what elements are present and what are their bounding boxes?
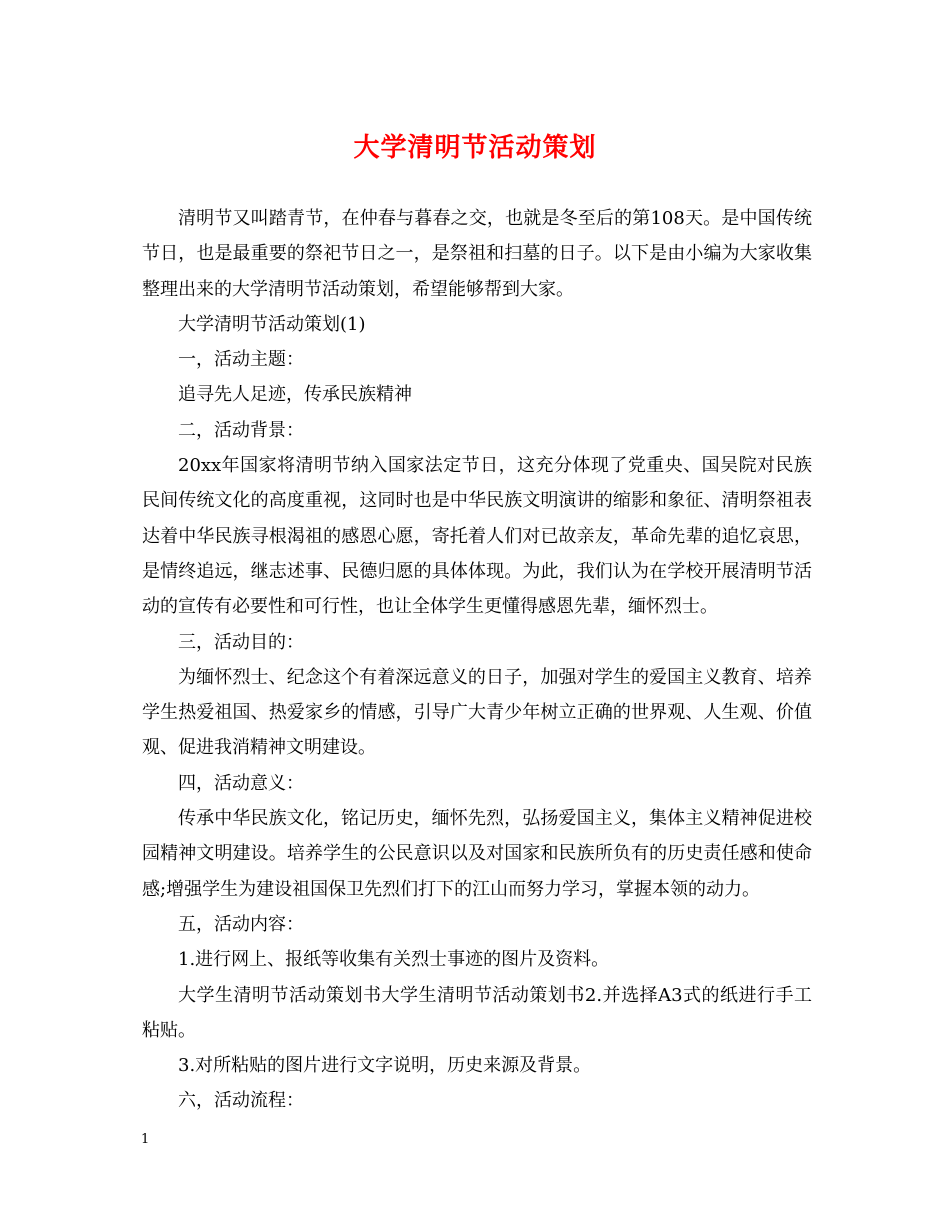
intro-paragraph: 清明节又叫踏青节，在仲春与暮春之交，也就是冬至后的第108天。是中国传统节日，也是最重要的祭祀节日之一，是祭祖和扫墓的日子。以下是由小编为大家收集整理出来的大学清明节活动策划，希望能够帮到大家。 (142, 208, 812, 300)
content-item-2: 大学生清明节活动策划书大学生清明节活动策划书2.并选择A3式的纸进行手工粘贴。 (142, 984, 812, 1041)
background-paragraph: 20xx年国家将清明节纳入国家法定节日，这充分体现了党重央、国吴院对民族民间传统文化的高度重视，这同时也是中华民族文明演讲的缩影和象征、清明祭祖表达着中华民族寻根渴祖的感恩心愿，寄托着人们对已故亲友，革命先辈的追忆哀思，是情终追远，继志述事、民德归愿的具体体现。为此，我们认为在学校开展清明节活动的宣传有必要性和可行性，也让全体学生更懂得感恩先辈，缅怀烈士。 (142, 455, 812, 618)
section-heading-process: 六，活动流程： (178, 1090, 304, 1112)
content-item-3: 3.对所粘贴的图片进行文字说明，历史来源及背景。 (178, 1055, 592, 1077)
section-heading-significance: 四，活动意义： (178, 772, 304, 794)
document-body (142, 201, 812, 1119)
theme-paragraph: 追寻先人足迹，传承民族精神 (178, 384, 412, 406)
section-heading-theme: 一，活动主题： (178, 349, 304, 371)
section-heading-content: 五，活动内容： (178, 913, 304, 935)
content-item-1: 1.进行网上、报纸等收集有关烈士事迹的图片及资料。 (178, 949, 610, 971)
page-number: 1 (141, 1132, 150, 1147)
section-heading-background: 二，活动背景： (178, 419, 304, 441)
significance-paragraph: 传承中华民族文化，铭记历史，缅怀先烈，弘扬爱国主义，集体主义精神促进校园精神文明建设。培养学生的公民意识以及对国家和民族所负有的历史责任感和使命感;增强学生为建设祖国保卫先烈们打下的江山而努力学习，掌握本领的动力。 (142, 808, 812, 900)
plan-heading: 大学清明节活动策划(1) (178, 313, 366, 335)
purpose-paragraph: 为缅怀烈士、纪念这个有着深远意义的日子，加强对学生的爱国主义教育、培养学生热爱祖国、热爱家乡的情感，引导广大青少年树立正确的世界观、人生观、价值观、促进我消精神文明建设。 (142, 666, 812, 759)
section-heading-purpose: 三，活动目的： (178, 631, 304, 653)
document-title: 大学清明节活动策划 (353, 133, 597, 163)
